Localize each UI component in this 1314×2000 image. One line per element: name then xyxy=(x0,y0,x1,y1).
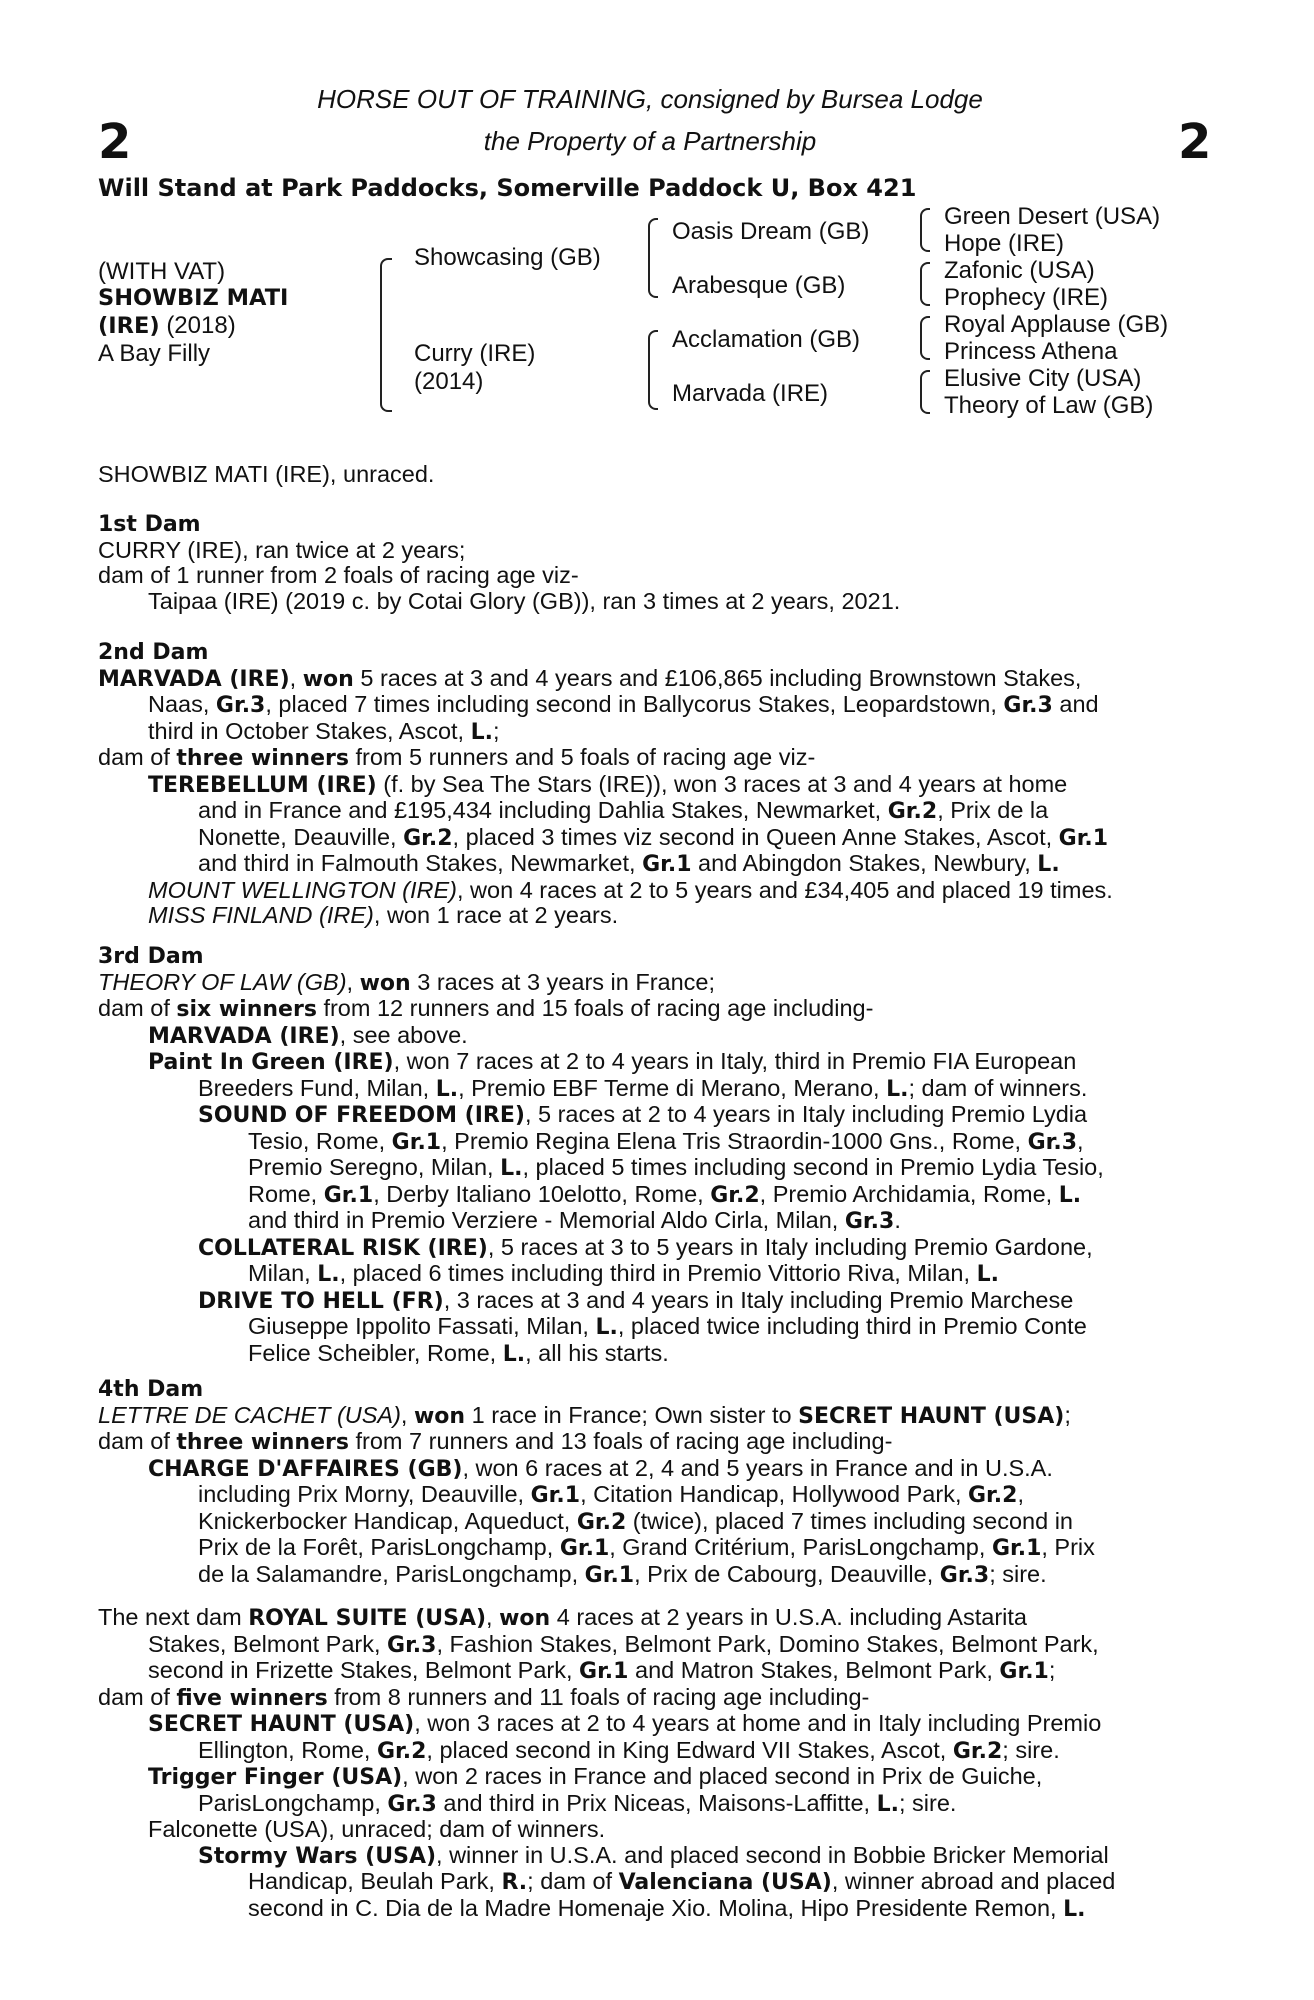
grade: Gr.2 xyxy=(576,1509,627,1535)
text: , 3 races at 3 and 4 years in Italy including Premio Marchese xyxy=(443,1286,1074,1313)
grade: Gr.3 xyxy=(1003,693,1053,718)
text: , won 3 races at 2 to 4 years at home and in Italy including Premio xyxy=(414,1710,1102,1736)
g3-1: Green Desert (USA) xyxy=(944,203,1161,230)
dam-name: THEORY OF LAW (GB) xyxy=(98,968,347,995)
text: , winner abroad and placed xyxy=(831,1868,1116,1894)
produce-name: MARVADA (IRE) xyxy=(148,1023,340,1049)
text: , won 7 races at 2 to 4 years in Italy, third in Premio FIA European xyxy=(393,1048,1077,1074)
pedigree-sire-dam: Arabesque (GB) xyxy=(672,272,846,299)
produce-name: SOUND OF FREEDOM (IRE) xyxy=(198,1103,525,1128)
text: , Prix de la xyxy=(937,797,1049,823)
stand-location: Will Stand at Park Paddocks, Somerville Paddock U, Box 421 xyxy=(98,174,917,202)
lot-number-right: 2 xyxy=(1178,114,1212,170)
horse-name: SHOWBIZ MATI xyxy=(98,285,289,311)
grade: Gr.1 xyxy=(999,1659,1049,1684)
grade: Gr.3 xyxy=(1027,1129,1078,1155)
produce-name: SECRET HAUNT (USA) xyxy=(148,1712,415,1737)
text: ; xyxy=(493,717,500,744)
text: and third in Falmouth Stakes, Newmarket, xyxy=(198,850,643,876)
text: , xyxy=(1077,1127,1084,1154)
text: , xyxy=(289,664,303,691)
text: Knickerbocker Handicap, Aqueduct, xyxy=(198,1507,577,1534)
text: dam of xyxy=(98,1683,177,1710)
grade: L. xyxy=(1063,1896,1086,1922)
text: Ellington, Rome, xyxy=(198,1736,377,1763)
produce-name: Valenciana (USA) xyxy=(618,1870,832,1895)
first-dam-produce: Taipaa (IRE) (2019 c. by Cotai Glory (GB)), ran 3 times at 2 years, 2021. xyxy=(148,587,901,614)
produce-name: MOUNT WELLINGTON (IRE) xyxy=(148,876,457,903)
text: , xyxy=(400,1401,414,1428)
text: Tesio, Rome, xyxy=(248,1127,392,1154)
text: from 7 runners and 13 foals of racing age including- xyxy=(348,1428,893,1454)
grade: L. xyxy=(595,1315,618,1340)
text: ; sire. xyxy=(989,1560,1047,1587)
g3-2: Hope (IRE) xyxy=(944,230,1065,257)
text: , xyxy=(486,1604,500,1630)
grade: L. xyxy=(435,1076,459,1102)
text: , won 6 races at 2, 4 and 5 years in France and in U.S.A. xyxy=(462,1454,1053,1481)
text: (twice), placed 7 times including second in xyxy=(626,1507,1073,1534)
text: , see above. xyxy=(339,1021,468,1048)
sibling-name: SECRET HAUNT (USA) xyxy=(798,1403,1065,1429)
text: Premio Seregno, Milan, xyxy=(248,1154,501,1180)
pedigree-brace-g2 xyxy=(920,262,930,306)
text: , Premio Regina Elena Tris Straordin-1000 Gns., Rome, xyxy=(441,1127,1028,1154)
text: , placed 3 times viz second in Queen Anne Stakes, Ascot, xyxy=(452,823,1059,850)
text: ParisLongchamp, xyxy=(198,1789,388,1816)
pedigree-brace-main xyxy=(380,258,392,412)
produce-name: Trigger Finger (USA) xyxy=(148,1765,403,1790)
second-dam-section xyxy=(98,640,1204,929)
property-line: the Property of a Partnership xyxy=(483,126,817,156)
first-dam-heading: 1st Dam xyxy=(98,512,201,537)
text: de la Salamandre, ParisLongchamp, xyxy=(198,1560,585,1587)
text: , xyxy=(1017,1481,1024,1507)
grade: Gr.2 xyxy=(376,1738,427,1764)
text: and Abingdon Stakes, Newbury, xyxy=(691,850,1038,876)
grade: Gr.3 xyxy=(387,1791,437,1817)
grade: Gr.1 xyxy=(991,1536,1042,1561)
pedigree-brace-dam xyxy=(648,330,658,410)
winners-count: three winners xyxy=(176,746,349,771)
text: from 8 runners and 11 foals of racing age including- xyxy=(327,1683,870,1710)
text: and xyxy=(1052,691,1099,717)
text: , winner in U.S.A. and placed second in Bobbie Bricker Memorial xyxy=(436,1841,1109,1868)
text: from 12 runners and 15 foals of racing age including- xyxy=(316,995,874,1021)
grade: Gr.2 xyxy=(968,1483,1018,1508)
text: Stakes, Belmont Park, xyxy=(148,1630,388,1657)
text: and third in Prix Niceas, Maisons-Laffitte, xyxy=(436,1789,877,1816)
text: Naas, xyxy=(148,691,216,717)
produce-name: MISS FINLAND (IRE) xyxy=(148,902,374,928)
text: dam of xyxy=(98,744,177,770)
text: Rome, xyxy=(248,1180,324,1207)
text: , xyxy=(346,968,360,995)
text: , Prix xyxy=(1041,1534,1095,1560)
text: , 5 races at 3 to 5 years in Italy including Premio Gardone, xyxy=(487,1233,1093,1260)
produce-name: DRIVE TO HELL (FR) xyxy=(198,1288,444,1314)
text: , Prix de Cabourg, Deauville, xyxy=(634,1560,940,1587)
won-marker: won xyxy=(413,1403,466,1429)
produce-name: Paint In Green (IRE) xyxy=(148,1050,394,1075)
pedigree-brace-g3 xyxy=(920,316,930,360)
grade: Gr.1 xyxy=(530,1483,581,1508)
winners-count: six winners xyxy=(176,997,317,1022)
text: (f. by Sea The Stars (IRE)), won 3 races at 3 and 4 years at home xyxy=(376,770,1068,797)
grade: Gr.1 xyxy=(559,1536,610,1561)
pedigree-third-generation xyxy=(944,203,1168,419)
grade: Gr.1 xyxy=(323,1182,374,1208)
text: from 5 runners and 5 foals of racing age viz- xyxy=(348,744,816,770)
text: Breeders Fund, Milan, xyxy=(198,1074,436,1101)
text: Milan, xyxy=(248,1260,318,1286)
text: third in October Stakes, Ascot, xyxy=(148,717,471,744)
text: , won 2 races in France and placed second in Prix de Guiche, xyxy=(402,1763,1043,1789)
g3-4: Prophecy (IRE) xyxy=(944,284,1109,311)
text: , Derby Italiano 10elotto, Rome, xyxy=(373,1180,711,1207)
produce-name: CHARGE D'AFFAIRES (GB) xyxy=(148,1456,463,1482)
text: Felice Scheibler, Rome, xyxy=(248,1339,503,1366)
text: , Grand Critérium, ParisLongchamp, xyxy=(609,1534,992,1560)
grade: Gr.2 xyxy=(710,1182,760,1208)
text: dam of xyxy=(98,1428,177,1454)
first-dam-line: dam of 1 runner from 2 foals of racing age viz- xyxy=(98,562,579,588)
fourth-dam-section xyxy=(98,1377,1204,1588)
text: The next dam xyxy=(98,1604,249,1630)
fourth-dam-heading: 4th Dam xyxy=(98,1377,204,1402)
g3-8: Theory of Law (GB) xyxy=(944,392,1154,419)
text: Nonette, Deauville, xyxy=(198,823,404,850)
dam-name: MARVADA (IRE) xyxy=(98,666,290,692)
dam-name: ROYAL SUITE (USA) xyxy=(248,1606,487,1631)
grade: Gr.1 xyxy=(584,1562,635,1588)
text: , won 1 race at 2 years. xyxy=(373,902,619,928)
g3-7: Elusive City (USA) xyxy=(944,365,1142,392)
g3-5: Royal Applause (GB) xyxy=(944,311,1169,338)
text: and in France and £195,434 including Dahlia Stakes, Newmarket, xyxy=(198,797,888,823)
text: ; xyxy=(1048,1657,1056,1683)
next-dam-section xyxy=(98,1605,1204,1922)
produce-name: TEREBELLUM (IRE) xyxy=(148,772,377,798)
text: , Premio EBF Terme di Merano, Merano, xyxy=(458,1074,887,1101)
g3-3: Zafonic (USA) xyxy=(944,257,1095,284)
text: including Prix Morny, Deauville, xyxy=(198,1481,531,1507)
grade: Gr.2 xyxy=(403,825,453,851)
third-dam-section xyxy=(98,944,1204,1367)
text: , Citation Handicap, Hollywood Park, xyxy=(580,1481,968,1507)
grade: Gr.3 xyxy=(939,1562,990,1588)
grade: L. xyxy=(886,1076,909,1102)
text: and Matron Stakes, Belmont Park, xyxy=(628,1657,1000,1683)
dam-name: LETTRE DE CACHET (USA) xyxy=(98,1401,401,1428)
text: 4 races at 2 years in U.S.A. including Astarita xyxy=(550,1604,1027,1630)
text: , Premio Archidamia, Rome, xyxy=(759,1180,1059,1207)
grade: Gr.1 xyxy=(642,852,692,877)
text: , all his starts. xyxy=(525,1339,669,1366)
grade: R. xyxy=(501,1870,528,1895)
text: Handicap, Beulah Park, xyxy=(248,1868,502,1894)
lot-number-left: 2 xyxy=(98,114,132,170)
text: ; sire. xyxy=(898,1789,957,1816)
pedigree-sire: Showcasing (GB) xyxy=(414,244,601,271)
third-dam-heading: 3rd Dam xyxy=(98,944,204,969)
horse-year: (2018) xyxy=(166,312,236,339)
text: 1 race in France; Own sister to xyxy=(465,1401,799,1428)
first-dam-section xyxy=(98,512,1204,614)
pedigree-dam-year: (2014) xyxy=(414,368,484,395)
won-marker: won xyxy=(499,1606,551,1631)
horse-summary: SHOWBIZ MATI (IRE), unraced. xyxy=(98,461,435,487)
text: . xyxy=(894,1207,901,1233)
horse-identity xyxy=(98,258,288,367)
grade: L. xyxy=(500,1156,523,1181)
consignor-line: HORSE OUT OF TRAINING, consigned by Bursea Lodge xyxy=(317,84,983,114)
text: and third in Premio Verziere - Memorial Aldo Cirla, Milan, xyxy=(248,1207,845,1233)
horse-suffix: (IRE) xyxy=(98,313,160,339)
text: ; xyxy=(1064,1401,1071,1428)
won-marker: won xyxy=(359,970,411,996)
text: Prix de la Forêt, ParisLongchamp, xyxy=(198,1534,560,1560)
grade: L. xyxy=(1058,1182,1082,1208)
grade: L. xyxy=(1037,852,1060,877)
horse-description: A Bay Filly xyxy=(98,340,211,367)
produce-name: Falconette (USA), unraced; dam of winners. xyxy=(148,1816,606,1842)
text: , placed 5 times including second in Premio Lydia Tesio, xyxy=(522,1154,1104,1180)
first-dam-line: CURRY (IRE), ran twice at 2 years; xyxy=(98,536,466,563)
pedigree-brace-g4 xyxy=(920,370,930,414)
grade: L. xyxy=(317,1262,340,1287)
grade: Gr.3 xyxy=(215,693,266,718)
grade: L. xyxy=(976,1262,999,1287)
text: , won 4 races at 2 to 5 years and £34,405 and placed 19 times. xyxy=(457,876,1113,903)
vat-note: (WITH VAT) xyxy=(98,258,226,285)
grade: Gr.3 xyxy=(844,1209,895,1234)
grade: Gr.1 xyxy=(391,1129,442,1155)
text: , Fashion Stakes, Belmont Park, Domino Stakes, Belmont Park, xyxy=(436,1630,1099,1657)
grade: Gr.1 xyxy=(1058,825,1109,851)
text: , placed 7 times including second in Ballycorus Stakes, Leopardstown, xyxy=(265,691,1004,717)
text: , placed 6 times including third in Premio Vittorio Riva, Milan, xyxy=(339,1260,977,1286)
text: Giuseppe Ippolito Fassati, Milan, xyxy=(248,1313,596,1339)
produce-name: Stormy Wars (USA) xyxy=(198,1843,437,1869)
text: , placed twice including third in Premio Conte xyxy=(617,1313,1087,1339)
grade: L. xyxy=(876,1791,899,1817)
text: 3 races at 3 years in France; xyxy=(410,968,716,995)
second-dam-heading: 2nd Dam xyxy=(98,640,209,665)
text: dam of xyxy=(98,995,177,1021)
winners-count: three winners xyxy=(176,1430,349,1455)
grade: Gr.2 xyxy=(952,1738,1003,1764)
g3-6: Princess Athena xyxy=(944,338,1118,365)
won-marker: won xyxy=(302,666,354,692)
grade: Gr.3 xyxy=(387,1632,437,1658)
grade: L. xyxy=(470,719,494,745)
winners-count: five winners xyxy=(176,1685,328,1711)
text: , 5 races at 2 to 4 years in Italy including Premio Lydia xyxy=(524,1101,1088,1127)
produce-name: COLLATERAL RISK (IRE) xyxy=(198,1235,488,1261)
text: second in C. Dia de la Madre Homenaje Xio. Molina, Hipo Presidente Remon, xyxy=(248,1894,1064,1921)
text: 5 races at 3 and 4 years and £106,865 including Brownstown Stakes, xyxy=(353,664,1082,691)
pedigree-dam-dam: Marvada (IRE) xyxy=(672,380,829,407)
pedigree-dam-sire: Acclamation (GB) xyxy=(672,326,861,353)
grade: Gr.2 xyxy=(887,799,938,824)
text: ; dam of xyxy=(527,1868,619,1894)
text: ; dam of winners. xyxy=(908,1074,1088,1101)
text: ; sire. xyxy=(1002,1736,1060,1763)
pedigree-dam: Curry (IRE) xyxy=(414,340,536,367)
pedigree-brace-sire xyxy=(648,218,658,298)
text: second in Frizette Stakes, Belmont Park, xyxy=(148,1657,580,1683)
grade: Gr.1 xyxy=(579,1659,629,1684)
pedigree-sire-sire: Oasis Dream (GB) xyxy=(672,218,870,245)
grade: L. xyxy=(502,1341,526,1367)
text: , placed second in King Edward VII Stakes, Ascot, xyxy=(426,1736,953,1763)
pedigree-brace-g1 xyxy=(920,208,930,252)
